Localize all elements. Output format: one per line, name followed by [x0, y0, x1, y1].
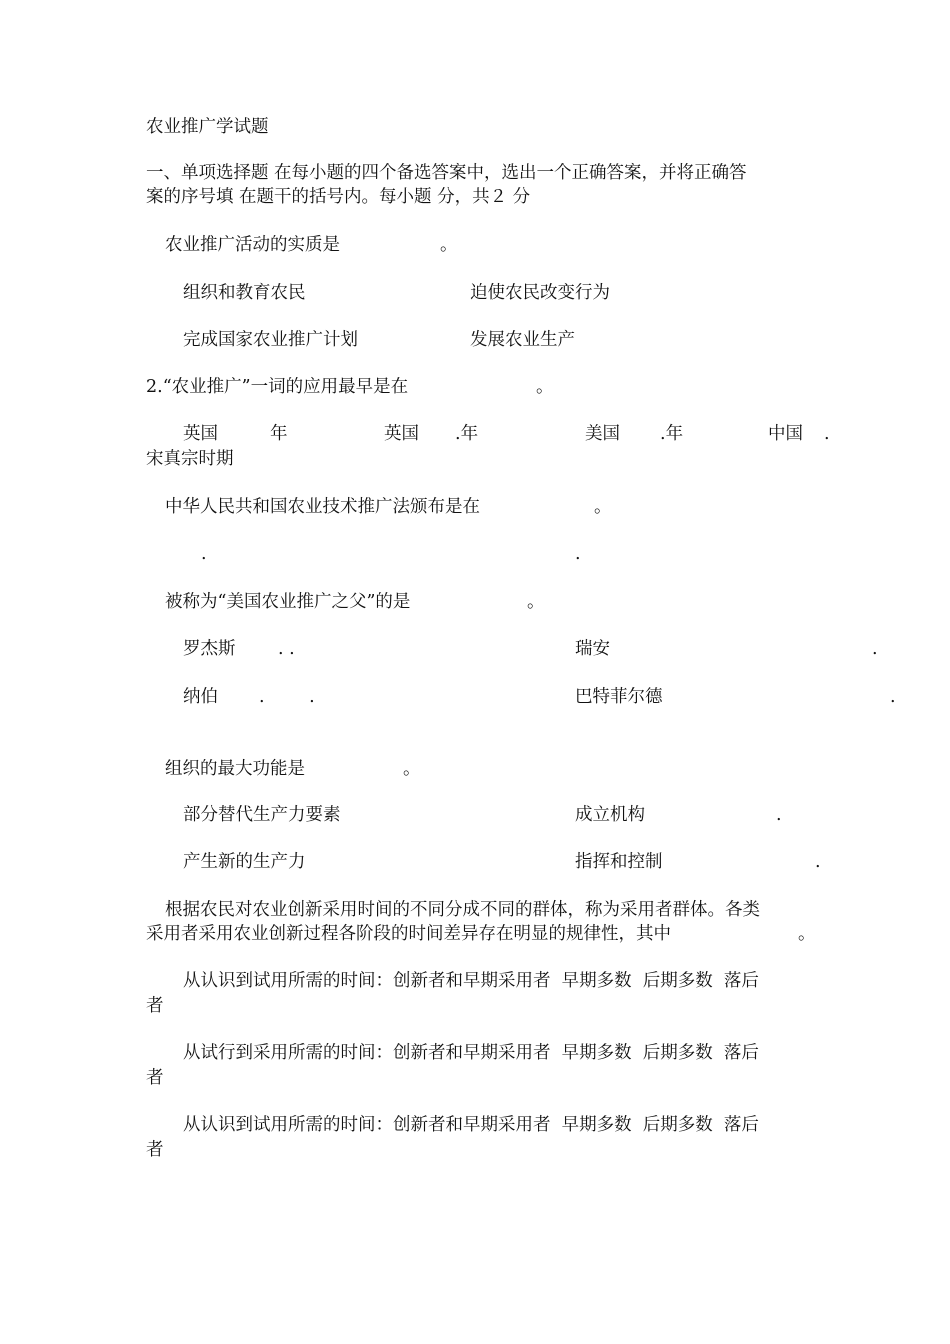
q4-option-c: 纳伯	[183, 687, 218, 707]
q2-stem: 2.“农业推广”一词的应用最早是在	[146, 377, 409, 397]
q4-option-d: 巴特菲尔德	[575, 687, 663, 707]
q6-stem-line2: 采用者采用农业创新过程各阶段的时间差异存在明显的规律性，其中	[146, 924, 671, 944]
q3-dot-right: .	[575, 544, 581, 564]
q4-option-b-end: .	[872, 639, 878, 659]
q5-stem: 组织的最大功能是	[165, 759, 305, 779]
q1-option-d: 发展农业生产	[470, 330, 575, 350]
q2-option-d-wrap: 宋真宗时期	[146, 449, 234, 469]
q4-option-b: 瑞安	[575, 639, 610, 659]
q2-blank-end: 。	[536, 377, 554, 397]
q1-option-c: 完成国家农业推广计划	[183, 330, 358, 350]
q4-option-d-end: .	[890, 687, 896, 707]
q5-option-b: 成立机构	[575, 805, 645, 825]
q2-option-a-country: 英国	[183, 424, 218, 444]
q1-option-a: 组织和教育农民	[183, 283, 306, 303]
q2-option-b-country: 英国	[384, 424, 419, 444]
q4-stem: 被称为“美国农业推广之父”的是	[165, 592, 411, 612]
q5-option-b-end: .	[776, 805, 782, 825]
q4-blank-end: 。	[527, 592, 545, 612]
q2-option-c-country: 美国	[585, 424, 620, 444]
q3-blank-end: 。	[594, 497, 612, 517]
section-instructions-line1: 一、单项选择题 在每小题的四个备选答案中，选出一个正确答案，并将正确答	[146, 163, 747, 183]
q1-option-b: 迫使农民改变行为	[470, 283, 610, 303]
section-instructions-line2: 案的序号填 在题干的括号内。每小题 分，共２ 分	[146, 187, 531, 207]
q5-option-d-end: .	[815, 852, 821, 872]
q1-stem: 农业推广活动的实质是	[165, 235, 340, 255]
q5-blank-end: 。	[403, 759, 421, 779]
q4-option-c-mark: . .	[259, 687, 315, 707]
q5-option-c: 产生新的生产力	[183, 852, 306, 872]
document-title: 农业推广学试题	[146, 117, 269, 137]
q1-blank-end: 。	[440, 235, 458, 255]
q2-option-d-country: 中国	[768, 424, 803, 444]
q6-blank-end: 。	[798, 924, 816, 944]
q6-option-b-line2: 者	[146, 1068, 164, 1088]
q6-option-c-line1: 从认识到试用所需的时间：创新者和早期采用者 早期多数 后期多数 落后	[183, 1115, 759, 1135]
q2-option-b-year: .年	[455, 424, 479, 444]
q3-dot-left: .	[201, 544, 207, 564]
q2-option-d-mark: .	[824, 424, 830, 444]
q2-option-c-year: .年	[660, 424, 684, 444]
q5-option-d: 指挥和控制	[575, 852, 663, 872]
q5-option-a: 部分替代生产力要素	[183, 805, 341, 825]
q3-stem: 中华人民共和国农业技术推广法颁布是在	[165, 497, 480, 517]
q6-option-c-line2: 者	[146, 1140, 164, 1160]
q4-option-a: 罗杰斯	[183, 639, 236, 659]
q6-option-b-line1: 从试行到采用所需的时间：创新者和早期采用者 早期多数 后期多数 落后	[183, 1043, 759, 1063]
q6-option-a-line2: 者	[146, 996, 164, 1016]
q6-option-a-line1: 从认识到试用所需的时间：创新者和早期采用者 早期多数 后期多数 落后	[183, 971, 759, 991]
q6-stem-line1: 根据农民对农业创新采用时间的不同分成不同的群体，称为采用者群体。各类	[165, 900, 760, 920]
q4-option-a-mark: . .	[278, 639, 295, 659]
q2-option-a-year: 年	[270, 424, 288, 444]
